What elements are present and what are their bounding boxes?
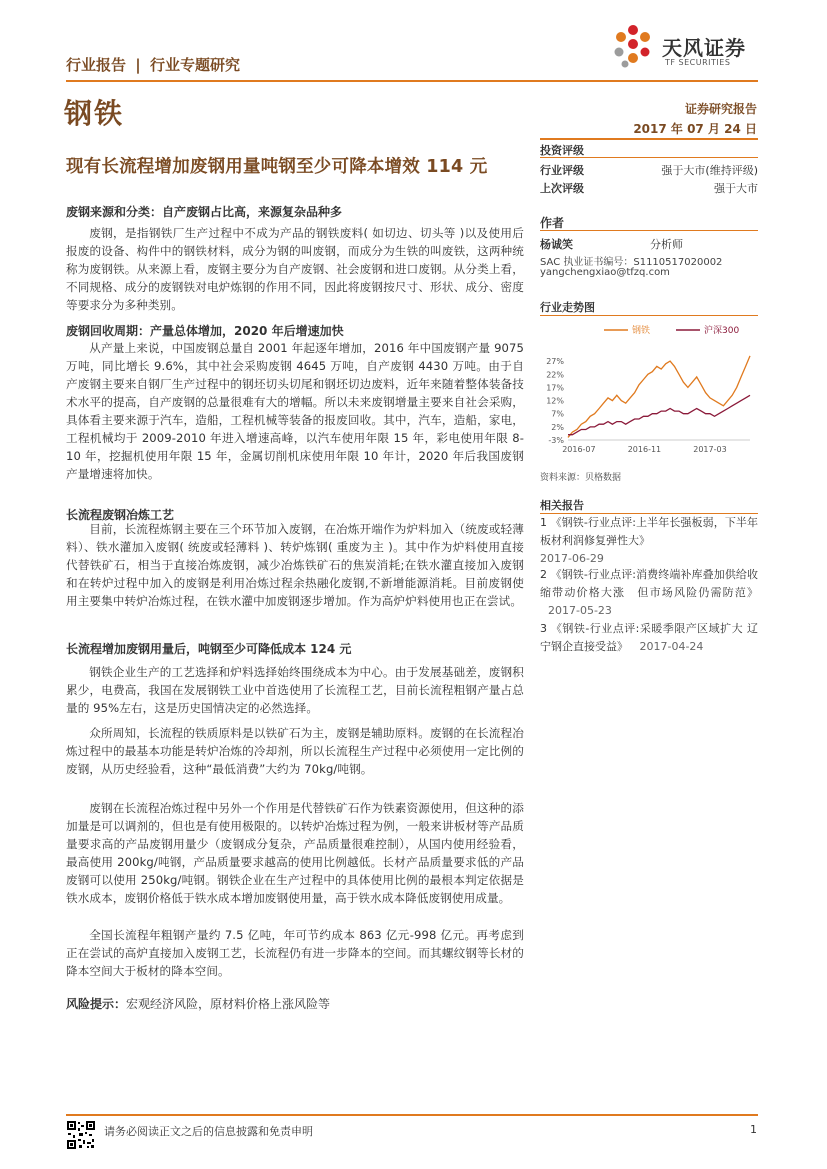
y-tick-label: 7% xyxy=(551,409,564,419)
report-date: 2017 年 07 月 24 日 xyxy=(633,122,757,136)
sector-title: 钢铁 xyxy=(64,97,125,130)
rating-rule xyxy=(540,138,758,140)
author-divider xyxy=(540,230,758,231)
x-tick-label: 2016-11 xyxy=(627,445,662,454)
company-logo xyxy=(610,22,760,74)
legend-label: 沪深300 xyxy=(704,326,740,336)
section-3-paragraph: 目前，长流程炼钢主要在三个环节加入废钢，在冶炼开端作为炉料加入（统废或轻薄料）、铁水灌加入废钢( 统废或轻薄料 )、转炉炼钢( 重废为主 )。其中作为炉料使用直接代替铁矿石，相当于直接冶炼废钢，减少冶炼铁矿石的焦炭消耗;在铁水灌直接加入废钢和在转炉过程中加入的废钢是利用冶炼过程余热融化废钢,不新增能源消耗。目前废钢使用主要集中转炉冶炼过程，在铁水灌中加废钢逐步增加。作为高炉炉料使用也正在尝试。 xyxy=(66,522,524,608)
rating-divider xyxy=(540,157,758,158)
qr-code-icon xyxy=(66,1120,96,1150)
legend-label: 钢铁 xyxy=(632,326,651,336)
related-report-date: 2017-06-29 xyxy=(540,552,604,565)
footer-rule xyxy=(66,1114,758,1116)
industry-rating-value: 强于大市(维持评级) xyxy=(661,164,758,177)
prev-rating-value: 强于大市 xyxy=(714,182,758,195)
category-separator: | xyxy=(135,56,141,74)
section-1-paragraph: 废钢，是指钢铁厂生产过程中不成为产品的钢铁废料( 如切边、切头等 )以及使用后报废的设备、构件中的钢铁材料，成分为钢的叫废钢，而成分为生铁的叫废铁，这两种统称为废钢铁。从来源上看，废钢主要分为自产废钢、社会废钢和进口废钢。从分类上看，不同规格、成分的废钢铁对电炉炼钢的作用不同，因此将废钢按尺寸、形状、成分、密度等要求分为多种类别。 xyxy=(66,226,524,312)
category-label: 行业报告 xyxy=(66,56,127,74)
section-2-title: 废钢回收周期：产量总体增加，2020 年后增速加快 xyxy=(66,324,344,338)
report-type: 证券研究报告 xyxy=(684,102,757,116)
y-tick-label: -3% xyxy=(548,436,564,445)
industry-rating-label: 行业评级 xyxy=(540,164,584,177)
related-report-title[interactable]: 3 《钢铁-行业点评:采暖季限产区域扩大 辽宁钢企直接受益》 xyxy=(540,622,758,653)
risk-label: 风险提示： xyxy=(66,997,127,1011)
subcategory-label: 行业专题研究 xyxy=(149,56,240,74)
header-rule xyxy=(66,80,758,82)
related-report-title[interactable]: 1 《钢铁-行业点评:上半年长强板弱，下半年板材利润修复弹性大》 xyxy=(540,516,758,547)
y-tick-label: 22% xyxy=(546,370,564,380)
rating-section-title: 投资评级 xyxy=(540,144,584,157)
risk-text: 宏观经济风险，原材料价格上涨风险等 xyxy=(126,997,331,1011)
section-1-title: 废钢来源和分类：自产废钢占比高，来源复杂品种多 xyxy=(66,205,343,219)
section-4-paragraph-1: 钢铁企业生产的工艺选择和炉料选择始终围绕成本为中心。由于发展基础差，废钢积累少，电费高，我国在发展钢铁工业中首选使用了长流程工艺，目前长流程粗钢产量占总量的 95%左右，这是历史国情决定的必然选择。 xyxy=(66,665,524,715)
related-report-1[interactable] xyxy=(540,514,758,568)
section-4-paragraph-3: 废钢在长流程冶炼过程中另外一个作用是代替铁矿石作为铁素资源使用，但这种的添加量是可以调剂的，但也是有使用极限的。以转炉冶炼过程为例，一般来讲板材等产品质量要求高的产品废钢用量少（废钢成分复杂，产品质量很难控制），从国内使用经验看，最高使用 200kg/吨钢，产品质量要求越高的使用比例越低。长材产品质量要求低的产品废钢可以使用 250kg/吨钢。钢铁企业在生产过程中的具体使用比例的最根本判定依据是铁水成本，废钢价格低于铁水成本增加废钢使用量，高于铁水成本降低废钢使用成量。 xyxy=(66,801,524,905)
author-cert: SAC 执业证书编号：S1110517020002 xyxy=(540,257,723,268)
related-report-3[interactable] xyxy=(540,620,758,656)
related-report-title[interactable]: 2 《钢铁-行业点评:消费终端补库叠加供给收缩带动价格大涨 但市场风险仍需防范》 xyxy=(540,568,758,599)
logo-en: TF SECURITIES xyxy=(665,58,731,67)
section-4-paragraph-2: 众所周知，长流程的铁质原料是以铁矿石为主，废钢是辅助原料。废钢的在长流程冶炼过程中的最基本功能是转炉冶炼的冷却剂，所以长流程生产过程中必须使用一定比例的废钢，从历史经验看，这种“最低消费”大约为 70kg/吨钢。 xyxy=(66,726,524,776)
author-section-title: 作者 xyxy=(540,216,565,230)
author-name: 杨诚笑 xyxy=(540,238,573,251)
author-role: 分析师 xyxy=(650,238,683,251)
y-tick-label: 27% xyxy=(546,357,564,367)
section-2-paragraph: 从产量上来说，中国废钢总量自 2001 年起逐年增加，2016 年中国废钢产量 9075 万吨，同比增长 9.6%，其中社会采购废钢 4645 万吨，自产废钢 4430 万吨。由于自产废钢主要来自钢厂生产过程中的钢坯切头切尾和钢坯切边废料，近年来随着整体装备技术水平的提高，自产废钢的总量很难有大的增幅。所以未来废钢增量主要来自社会采购，具体看主要来源于汽车，造船，工程机械等装备的报废回收。其中，汽车，造船，家电，工程机械均于 2009-2010 年进入增速高峰，以汽车使用年限 15 年，彩电使用年限 8-10 年，挖掘机使用年限 15 年，金属切削机床使用年限 10 年计，2020 年后我国废钢产量增速将加快。 xyxy=(66,341,524,481)
x-tick-label: 2016-07 xyxy=(562,445,596,454)
section-3-title: 长流程废钢冶炼工艺 xyxy=(66,508,175,522)
chart-section-title: 行业走势图 xyxy=(540,301,595,314)
series-line xyxy=(568,395,750,434)
related-report-date: 2017-05-23 xyxy=(548,604,612,617)
series-line xyxy=(568,356,750,438)
section-4-title: 长流程增加废钢用量后，吨钢至少可降低成本 124 元 xyxy=(66,642,352,656)
y-tick-label: 12% xyxy=(546,396,564,406)
author-email[interactable]: yangchengxiao@tfzq.com xyxy=(540,267,670,278)
related-section-title: 相关报告 xyxy=(540,499,584,512)
section-4-paragraph-4: 全国长流程年粗钢产量约 7.5 亿吨，年可节约成本 863 亿元-998 亿元。再考虑到正在尝试的高炉直接加入废钢工艺，长流程仍有进一步降本的空间。而其螺纹钢等长材的降本空间大于板材的降本空间。 xyxy=(66,928,524,978)
chart-source: 资料来源：贝格数据 xyxy=(540,473,622,483)
industry-trend-chart xyxy=(540,318,758,458)
x-tick-label: 2017-03 xyxy=(693,445,727,454)
report-category xyxy=(66,54,240,75)
logo-name: 天风证券 xyxy=(662,36,746,60)
chart-divider xyxy=(540,315,758,316)
logo-mark-icon xyxy=(610,22,656,70)
page-number: 1 xyxy=(750,1123,757,1136)
related-report-date: 2017-04-24 xyxy=(639,640,704,653)
prev-rating-label: 上次评级 xyxy=(540,182,584,195)
report-title: 现有长流程增加废钢用量吨钢至少可降本增效 114 元 xyxy=(66,157,488,177)
risk-warning xyxy=(66,995,330,1012)
y-tick-label: 17% xyxy=(546,383,564,393)
related-report-2[interactable] xyxy=(540,566,758,620)
y-tick-label: 2% xyxy=(551,422,564,432)
footer-notice[interactable]: 请务必阅读正文之后的信息披露和免责申明 xyxy=(104,1125,313,1138)
